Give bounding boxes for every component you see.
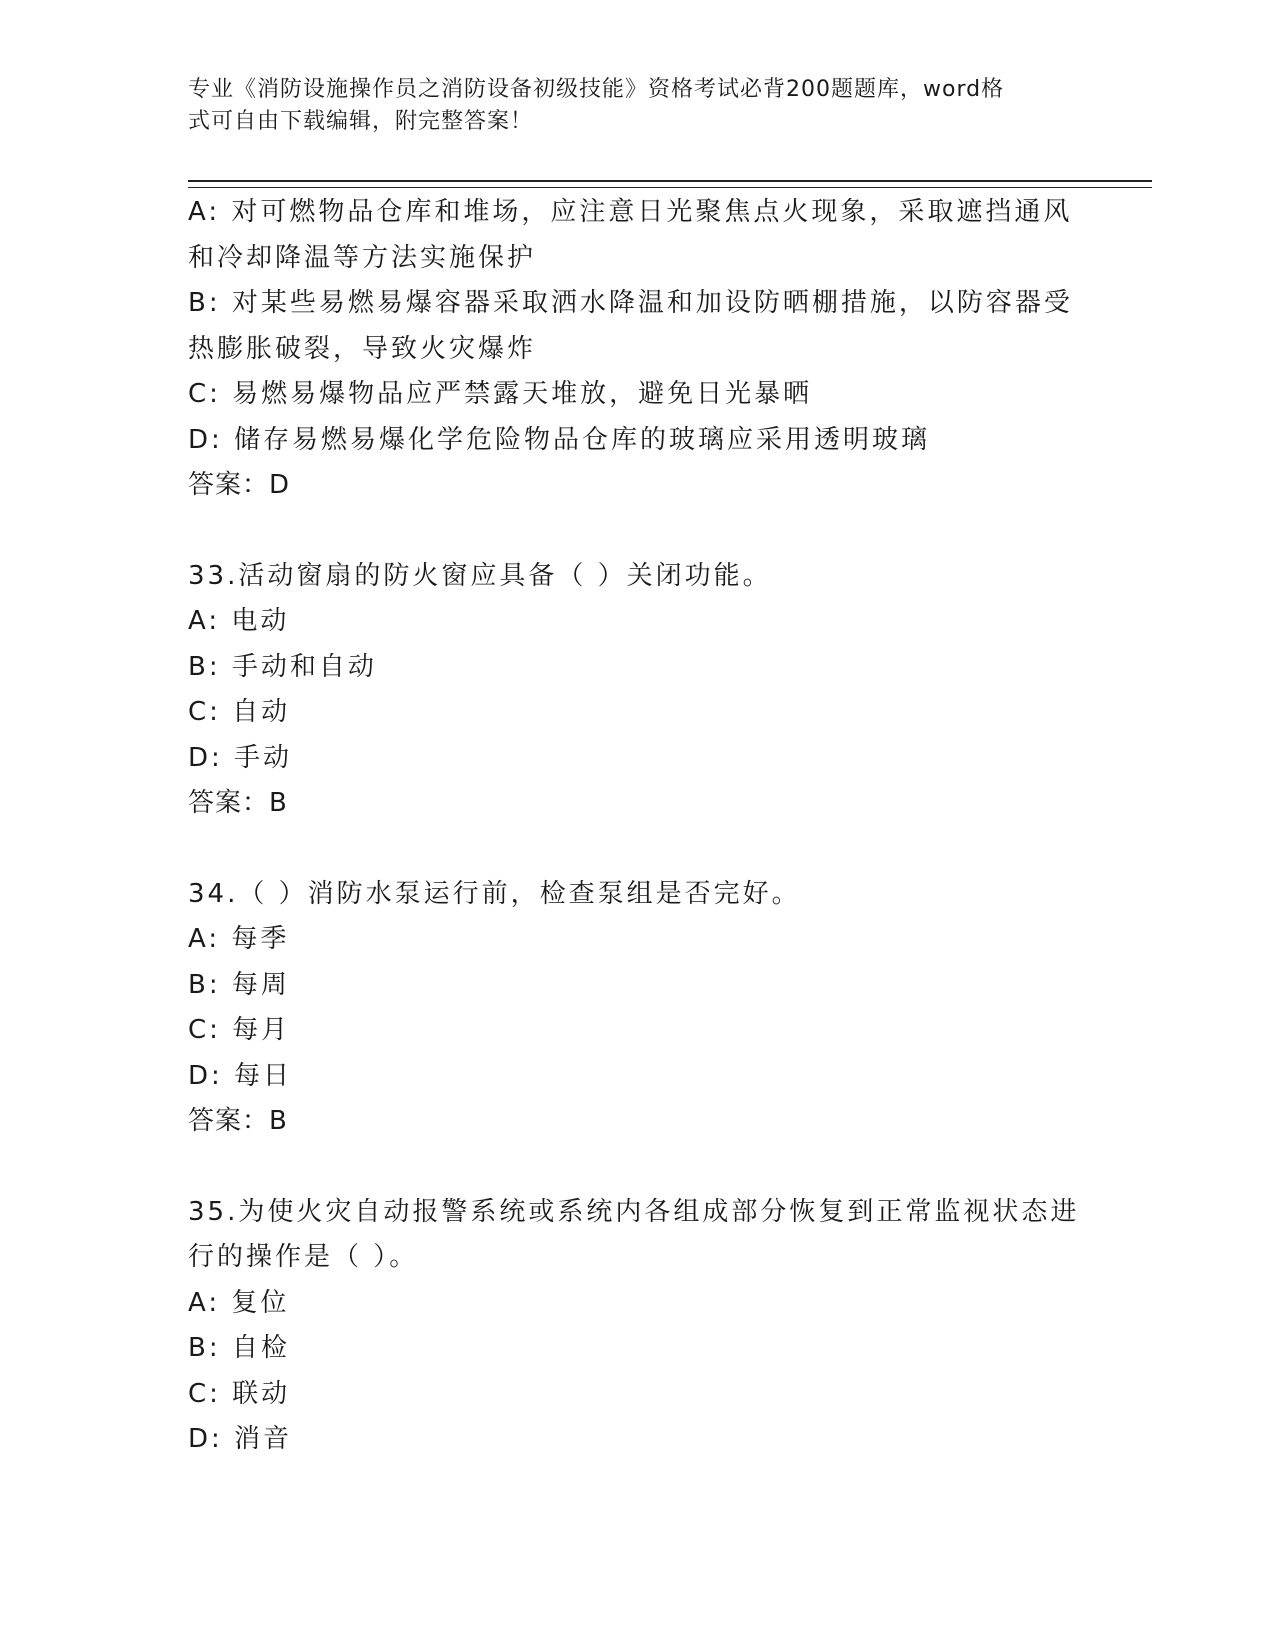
question-block-34	[188, 872, 1088, 1145]
question-block-32	[188, 190, 1088, 509]
question-list	[188, 190, 1088, 1463]
option-c: C: 联动	[188, 1378, 291, 1409]
option-b: B: 手动和自动	[188, 651, 377, 682]
option-d: D: 每日	[188, 1060, 293, 1091]
header-title-line-1: 专业《消防设施操作员之消防设备初级技能》资格考试必背200题题库，word格	[188, 77, 1005, 102]
option-d: D: 手动	[188, 742, 293, 773]
option-b: B: 自检	[188, 1333, 290, 1363]
option-a: A: 每季	[188, 924, 290, 954]
option-c: C: 每月	[188, 1015, 291, 1045]
option-c: C: 自动	[188, 697, 291, 727]
document-header	[188, 74, 1068, 138]
option-a-line-1: A: 对可燃物品仓库和堆场，应注意日光聚焦点火现象，采取遮挡通风	[188, 197, 1073, 227]
answer-line: 答案：D	[188, 470, 291, 500]
question-text-line-2: 行的操作是（ ）。	[188, 1242, 419, 1272]
option-d: D: 储存易燃易爆化学危险物品仓库的玻璃应采用透明玻璃	[188, 424, 931, 455]
header-title-line-2: 式可自由下载编辑，附完整答案！	[188, 109, 534, 134]
option-b: B: 每周	[188, 969, 290, 1000]
question-block-33	[188, 554, 1088, 827]
option-c: C: 易燃易爆物品应严禁露天堆放，避免日光暴晒	[188, 379, 813, 409]
question-text-line-1: 35.为使火灾自动报警系统或系统内各组成部分恢复到正常监视状态进	[188, 1196, 1080, 1227]
spacer	[188, 827, 1088, 872]
spacer	[188, 509, 1088, 554]
answer-line: 答案：B	[188, 1106, 288, 1136]
spacer	[188, 1145, 1088, 1190]
option-a-line-2: 和冷却降温等方法实施保护	[188, 242, 537, 273]
option-d: D: 消音	[188, 1424, 293, 1454]
option-b-line-1: B: 对某些易燃易爆容器采取洒水降温和加设防晒棚措施，以防容器受	[188, 288, 1073, 318]
option-a: A: 复位	[188, 1287, 290, 1318]
question-text: 33.活动窗扇的防火窗应具备（ ）关闭功能。	[188, 560, 772, 591]
answer-line: 答案：B	[188, 788, 288, 818]
header-divider	[188, 180, 1152, 188]
question-block-35	[188, 1190, 1088, 1463]
option-b-line-2: 热膨胀破裂，导致火灾爆炸	[188, 333, 537, 364]
question-text: 34.（ ）消防水泵运行前，检查泵组是否完好。	[188, 878, 801, 909]
option-a: A: 电动	[188, 606, 290, 636]
